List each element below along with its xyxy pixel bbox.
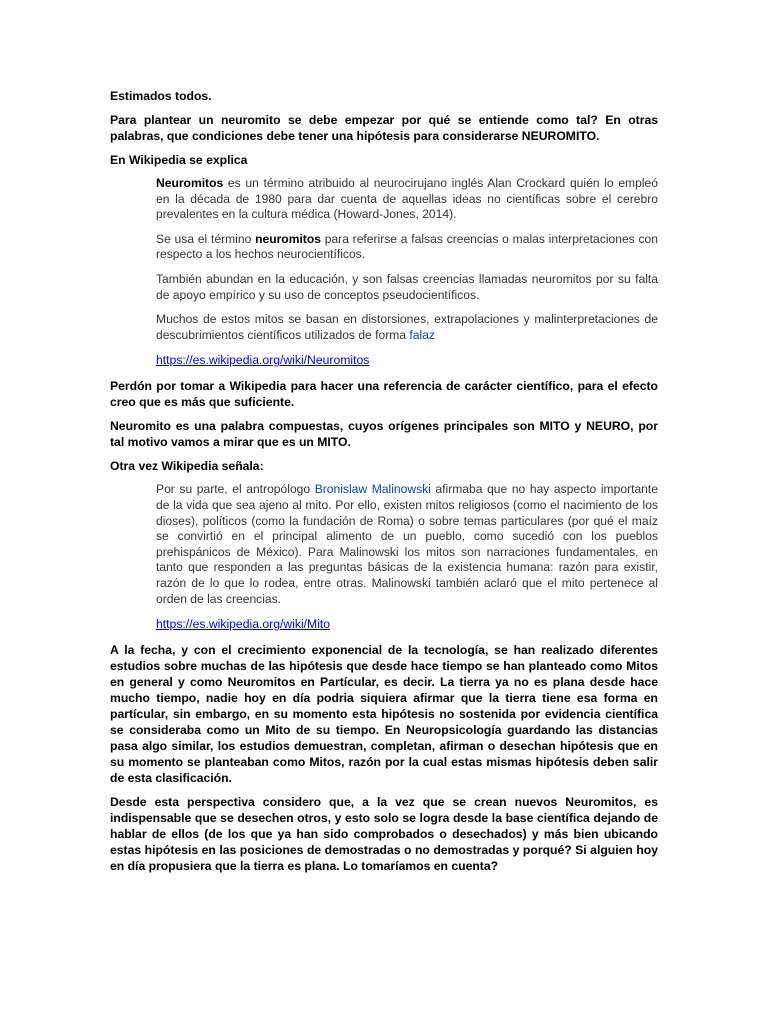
wikipedia-quote-neuromitos [156, 176, 658, 343]
quote-text: para referirse a falsas creencias o malas interpretaciones con respecto a los hechos neurocientíficos. [156, 231, 658, 262]
term-neuromitos: Neuromitos [156, 176, 224, 190]
quote-text: es un término atribuido al neurocirujano inglés Alan Crockard quién lo empleó en la década de 1980 para dar cuenta de aquellas ideas no científicas sobre el cerebro prevalentes en la cultura médica (Howard-Jones, 2014). [156, 176, 658, 222]
term-neuromitos: neuromitos [255, 231, 321, 246]
quote-paragraph-1 [156, 176, 658, 223]
perspectiva-paragraph: Desde esta perspectiva considero que, a la vez que se crean nuevos Neuromitos, es indispensable que se desechen otros, y esto solo se logra desde la base científica dejando de hablar de ellos (de los que ya han sido comprobados o desechados) y más bien ubicando estas hipótesis en las posiciones de demostradas o no demostradas y porqué? Si alguien hoy en día propusiera que la tierra es plana. Lo tomaríamos en cuenta? [110, 795, 658, 874]
link-mito[interactable]: https://es.wikipedia.org/wiki/Mito [156, 617, 331, 632]
wiki-intro: En Wikipedia se explica [110, 153, 248, 167]
document-page [110, 88, 658, 882]
quote-text: Se usa el término [156, 231, 256, 246]
quote-paragraph-4 [156, 312, 658, 343]
apology-paragraph: Perdón por tomar a Wikipedia para hacer una referencia de carácter científico, para el efecto creo que es más que suficiente. [110, 379, 658, 410]
quote-paragraph-3: También abundan en la educación, y son falsas creencias llamadas neuromitos por su falta de apoyo empírico y su uso de conceptos pseudocientíficos. [156, 271, 658, 302]
quote-text: afirmaba que no hay aspecto importante de la vida que sea ajeno al mito. Por ello, existen mitos religiosos (como el nacimiento de los dioses), políticos (como la fundación de Roma) o sobre temas particulares (por qué el maíz se convirtió en el principal alimento de un pueblo, como sucedió con los pueblos prehispánicos de México). Para Malinowski los mitos son narraciones fundamentales, en tanto que responden a las preguntas básicas de la existencia humana: razón para existir, razón de lo que lo rodea, entre otras. Malinowski también aclaró que el mito pertenece al orden de las creencias. [156, 482, 658, 606]
quote-text: Por su parte, el antropólogo [156, 482, 315, 497]
fecha-paragraph: A la fecha, y con el crecimiento exponencial de la tecnología, se han realizado diferentes estudios sobre muchas de las hipótesis que desde hace tiempo se han planteado como Mitos en general y como Neuromitos en Partícular, es decir. La tierra ya no es plana desde hace mucho tiempo, nadie hoy en día podria siquiera afirmar que la tierra tiene esa forma en partícular, sin embargo, en su momento esta hipótesis no sostenida por evidencia científica se consideraba como un Mito de su tiempo. En Neuropsicología guardando las distancias pasa algo similar, los estudios demuestran, completan, afirman o desechan hipótesis que en su momento se planteaban como Mitos, razón por la cual estas mismas hipótesis deben salir de esta clasificación. [110, 643, 658, 786]
link-malinowski[interactable]: Bronislaw Malinowski [314, 482, 431, 497]
link-line-neuromitos [156, 352, 658, 368]
greeting: Estimados todos. [110, 89, 212, 103]
quote-paragraph-2 [156, 232, 658, 263]
compound-paragraph: Neuromito es una palabra compuestas, cuyos orígenes principales son MITO y NEURO, por tal motivo vamos a mirar que es un MITO. [110, 419, 658, 450]
link-line-mito [156, 616, 658, 632]
intro-paragraph: Para plantear un neuromito se debe empezar por qué se entiende como tal? En otras palabras, que condiciones debe tener una hipótesis para considerarse NEUROMITO. [110, 113, 658, 143]
wiki-again: Otra vez Wikipedia señala: [110, 459, 264, 474]
link-neuromitos[interactable]: https://es.wikipedia.org/wiki/Neuromitos [156, 353, 370, 368]
quote-mito-paragraph [156, 482, 658, 607]
link-falaz[interactable]: falaz [409, 327, 435, 342]
quote-text: Muchos de estos mitos se basan en distorsiones, extrapolaciones y malinterpretaciones de descubrimientos científicos utilizados de forma [156, 312, 658, 342]
wikipedia-quote-mito [156, 482, 658, 607]
